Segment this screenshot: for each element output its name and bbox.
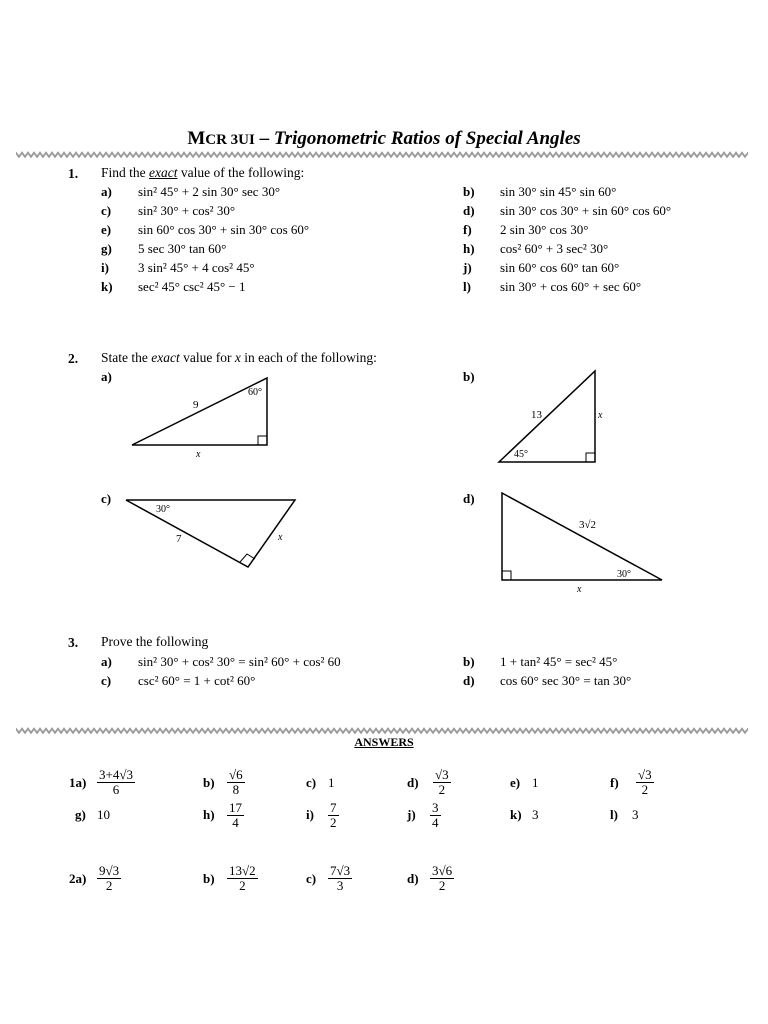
answer-1j-fraction: $\frac{3}{4}$ [432,800,439,830]
answer-1c-value: 1 [328,775,335,790]
q2-text: State the exact value for x in each of the following: [101,350,377,365]
triangle-c-angle: 30° [156,504,170,515]
q3-text: Prove the following [101,634,209,649]
q1-number: 1. [68,166,79,181]
triangle-b [490,365,620,470]
answer-1d-fraction: $\frac{√3}{2}$ [435,767,449,797]
q1-c-label: c) [101,203,112,218]
triangle-d [495,488,670,598]
q3-d-label: d) [463,673,475,688]
triangle-d-side: 3√2 [579,519,597,531]
answer-2b-fraction: $\frac{13√2}{2}$ [229,863,256,893]
answer-1e-label: e) [510,775,521,790]
q2-a-label: a) [101,369,112,384]
answer-1i-fraction: $\frac{7}{2}$ [330,800,337,830]
q1-b-expr: sin 30° sin 45° sin 60° [500,184,617,199]
q3-b-expr: 1 + tan² 45° = sec² 45° [500,654,618,669]
answer-1b-fraction: $\frac{√6}{8}$ [229,767,243,797]
q1-f-label: f) [463,222,472,237]
answer-1b-label: b) [203,775,215,790]
q1-l-label: l) [463,279,471,294]
q1-d-label: d) [463,203,475,218]
answer-1l-label: l) [610,807,618,822]
q1-k-expr: sec² 45° csc² 45° − 1 [138,279,246,294]
answer-1h-label: h) [203,807,215,822]
triangle-b-x: x [598,410,603,421]
q3-c-expr: csc² 60° = 1 + cot² 60° [138,673,256,688]
q2-b-label: b) [463,369,475,384]
triangle-c [118,492,308,577]
q1-k-label: k) [101,279,113,294]
answer-1e-value: 1 [532,775,539,790]
q1-text: Find the exact value of the following: [101,165,305,180]
q1-a-expr: sin² 45° + 2 sin 30° sec 30° [138,184,281,199]
answer-2a-label: 2a) [69,871,87,886]
answer-1k-label: k) [510,807,522,822]
answer-1j-label: j) [407,807,416,822]
q1-e-label: e) [101,222,112,237]
answer-1d-label: d) [407,775,419,790]
q1-e-expr: sin 60° cos 30° + sin 30° cos 60° [138,222,310,237]
q1-l-expr: sin 30° + cos 60° + sec 60° [500,279,642,294]
answer-1f-fraction: $\frac{√3}{2}$ [638,767,652,797]
triangle-a-x: x [196,449,201,460]
q3-d-expr: cos 60° sec 30° = tan 30° [500,673,632,688]
answer-2a-fraction: $\frac{9√3}{2}$ [99,863,120,893]
answer-1a-fraction: $\frac{3+4√3}{6}$ [99,767,133,797]
answer-2d-fraction: $\frac{3√6}{2}$ [432,863,453,893]
answer-1f-label: f) [610,775,619,790]
q1-j-expr: sin 60° cos 60° tan 60° [500,260,620,275]
q3-a-expr: sin² 30° + cos² 30° = sin² 60° + cos² 60 [138,654,341,669]
top-divider [16,151,750,159]
answer-1g-label: g) [75,807,86,822]
q1-i-expr: 3 sin² 45° + 4 cos² 45° [138,260,255,275]
page-title: MCR 3UI – Trigonometric Ratios of Special Angles [187,128,581,149]
q1-g-expr: 5 sec 30° tan 60° [138,241,227,256]
answer-1c-label: c) [306,775,317,790]
answers-divider [16,727,750,735]
answers-heading: ANSWERS [354,735,414,749]
q1-h-label: h) [463,241,475,256]
answer-1a-label: 1a) [69,775,87,790]
triangle-d-x: x [577,584,582,595]
answer-1i-label: i) [306,807,314,822]
q3-c-label: c) [101,673,112,688]
q1-c-expr: sin² 30° + cos² 30° [138,203,236,218]
q1-h-expr: cos² 60° + 3 sec² 30° [500,241,609,256]
q2-c-label: c) [101,491,112,506]
q3-number: 3. [68,635,79,650]
triangle-a [120,370,280,460]
answer-2c-label: c) [306,871,317,886]
q3-a-label: a) [101,654,112,669]
q1-a-label: a) [101,184,112,199]
triangle-b-angle: 45° [514,449,528,460]
answer-1k-value: 3 [532,807,539,822]
q1-b-label: b) [463,184,475,199]
triangle-a-side: 9 [193,399,199,411]
triangle-b-side: 13 [531,409,542,421]
q1-g-label: g) [101,241,112,256]
answer-1g-value: 10 [97,807,110,822]
q2-number: 2. [68,351,79,366]
triangle-d-angle: 30° [617,569,631,580]
q1-i-label: i) [101,260,109,275]
q1-j-label: j) [463,260,472,275]
triangle-c-x: x [278,532,283,543]
answer-2c-fraction: $\frac{7√3}{3}$ [330,863,351,893]
q1-f-expr: 2 sin 30° cos 30° [500,222,589,237]
triangle-c-side: 7 [176,533,182,545]
answer-2d-label: d) [407,871,419,886]
q2-d-label: d) [463,491,475,506]
answer-1l-value: 3 [632,807,639,822]
answer-1h-fraction: $\frac{17}{4}$ [229,800,242,830]
answer-2b-label: b) [203,871,215,886]
triangle-a-angle: 60° [248,387,262,398]
q1-d-expr: sin 30° cos 30° + sin 60° cos 60° [500,203,672,218]
q3-b-label: b) [463,654,475,669]
